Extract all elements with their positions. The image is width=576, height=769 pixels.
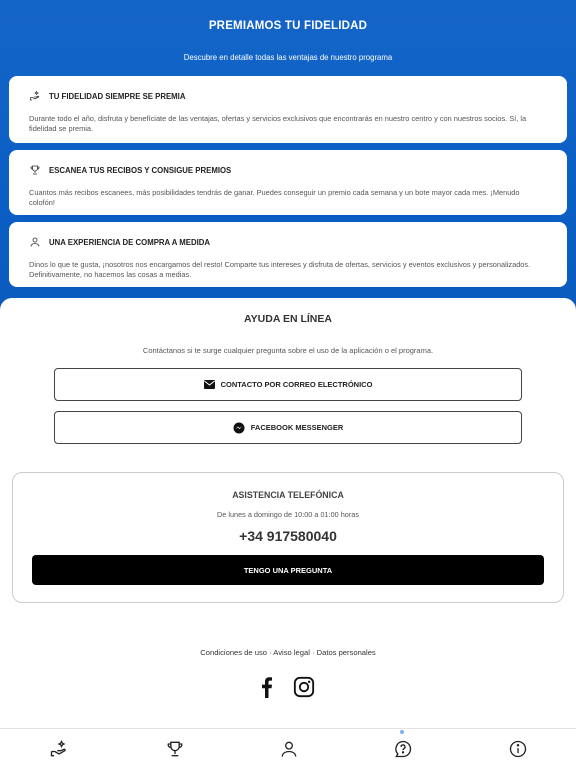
benefit-card-experience <box>9 222 567 287</box>
help-subtitle: Contáctanos si te surge cualquier pregunta sobre el uso de la aplicación o el programa. <box>142 346 434 355</box>
email-contact-button[interactable] <box>54 368 522 401</box>
phone-title: ASISTENCIA TELEFÓNICA <box>232 490 344 500</box>
hand-sparkle-icon <box>29 90 41 102</box>
help-chat-icon[interactable] <box>393 739 413 759</box>
trophy-icon[interactable] <box>165 739 185 759</box>
messenger-icon <box>233 422 245 434</box>
messenger-button-label: FACEBOOK MESSENGER <box>250 423 344 432</box>
card-title: ESCANEA TUS RECIBOS Y CONSIGUE PREMIOS <box>49 165 232 175</box>
instagram-icon[interactable] <box>293 676 315 698</box>
ask-question-button[interactable]: TENGO UNA PREGUNTA <box>32 555 544 585</box>
user-icon[interactable] <box>279 739 299 759</box>
card-text: Dinos lo que te gusta, ¡nosotros nos encargamos del resto! Comparte tus intereses y disfruta de ofertas, servicios y eventos exclusivos y personalizados. Definitivamente, no hacemos las cosas a medias. <box>29 260 531 279</box>
mail-icon <box>204 380 215 389</box>
card-text: Cuantos más recibos escanees, más posibilidades tendrás de ganar. Puedes conseguir un premio cada semana y un bote mayor cada mes. ¡Menudo colofón! <box>29 188 520 207</box>
trophy-icon <box>29 164 41 176</box>
bottom-navigation <box>0 728 576 769</box>
info-icon[interactable] <box>508 739 528 759</box>
user-icon <box>29 236 41 248</box>
benefit-card-loyalty <box>9 76 567 143</box>
hand-sparkle-icon[interactable] <box>49 739 69 759</box>
benefit-card-receipts <box>9 150 567 215</box>
hero-title: PREMIAMOS TU FIDELIDAD <box>208 20 368 32</box>
email-button-label: CONTACTO POR CORREO ELECTRÓNICO <box>220 380 373 389</box>
card-title: UNA EXPERIENCIA DE COMPRA A MEDIDA <box>49 237 211 247</box>
hero-subtitle: Descubre en detalle todas las ventajas de nuestro programa <box>183 53 393 62</box>
messenger-button[interactable] <box>54 411 522 444</box>
phone-number[interactable]: +34 917580040 <box>239 528 337 544</box>
phone-hours: De lunes a domingo de 10:00 a 01:00 horas <box>217 510 359 519</box>
legal-links[interactable]: Condiciones de uso · Aviso legal · Datos personales <box>200 648 376 657</box>
card-text: Durante todo el año, disfruta y benefíciate de las ventajas, ofertas y servicios exclusivos que encontrarás en nuestro centro y con nuestros socios. Sí, la fidelidad se premia. <box>29 114 527 133</box>
facebook-icon[interactable] <box>258 676 274 698</box>
active-tab-indicator <box>400 730 404 734</box>
help-title: AYUDA EN LÍNEA <box>244 313 332 325</box>
card-title: TU FIDELIDAD SIEMPRE SE PREMIA <box>49 91 186 101</box>
